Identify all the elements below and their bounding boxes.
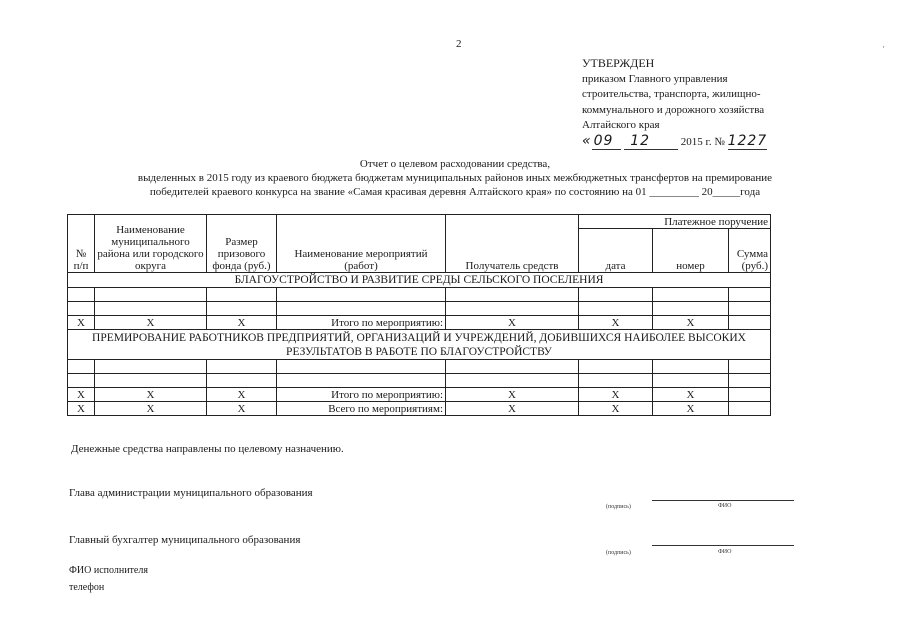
cell[interactable] [446, 360, 579, 374]
approval-line: Алтайского края [582, 119, 660, 131]
cell[interactable] [95, 360, 207, 374]
approval-title: УТВЕРЖДЕН [582, 56, 655, 70]
corner-mark: · [882, 42, 885, 52]
report-title-line: Отчет о целевом расходовании средства, [359, 158, 551, 170]
header-row [68, 215, 771, 229]
date-quote: « [582, 132, 592, 149]
x-mark: X [579, 402, 653, 416]
subtotal-row [68, 316, 771, 330]
cell[interactable] [68, 374, 95, 388]
accountant-signature-label: Главный бухгалтер муниципального образования [69, 534, 301, 546]
cell[interactable] [579, 360, 653, 374]
date-day: 09 [592, 133, 622, 150]
x-mark: X [95, 402, 207, 416]
section-row [68, 273, 771, 288]
subtotal-label: Итого по мероприятию: [277, 388, 446, 402]
cell[interactable] [207, 374, 277, 388]
cell[interactable] [579, 374, 653, 388]
approval-block [582, 56, 802, 150]
approval-date-line [582, 134, 802, 151]
cell[interactable] [729, 302, 771, 316]
table-row [68, 374, 771, 388]
total-label: Всего по мероприятиям: [277, 402, 446, 416]
x-mark: X [653, 402, 729, 416]
cell[interactable] [277, 374, 446, 388]
cell[interactable] [446, 288, 579, 302]
head-fio-line[interactable] [652, 500, 794, 501]
x-mark: X [579, 316, 653, 330]
cell[interactable] [729, 288, 771, 302]
order-number: 1227 [727, 132, 768, 149]
total-row [68, 402, 771, 416]
section-title: БЛАГОУСТРОЙСТВО И РАЗВИТИЕ СРЕДЫ СЕЛЬСКОГО ПОСЕЛЕНИЯ [68, 273, 771, 288]
table-row [68, 360, 771, 374]
cell[interactable] [207, 302, 277, 316]
head-signature-label: Глава администрации муниципального образования [69, 487, 313, 499]
subtotal-row [68, 388, 771, 402]
cell[interactable] [579, 288, 653, 302]
cell[interactable] [653, 288, 729, 302]
phone-label: телефон [69, 582, 105, 593]
x-mark: X [95, 316, 207, 330]
x-mark: X [653, 316, 729, 330]
x-mark: X [95, 388, 207, 402]
date-year: 2015 г. № [680, 135, 725, 148]
header-district: Наименование муниципального района или городского округа [95, 215, 207, 273]
header-payment: Платежное поручение [579, 215, 771, 229]
x-mark: X [446, 388, 579, 402]
section-row [68, 330, 771, 360]
sign-hint: (подпись) [606, 550, 631, 556]
x-mark: X [68, 402, 95, 416]
cell[interactable] [68, 302, 95, 316]
cell[interactable] [277, 302, 446, 316]
cell[interactable] [277, 360, 446, 374]
cell[interactable] [95, 374, 207, 388]
x-mark: X [207, 316, 277, 330]
approval-line: приказом Главного управления [582, 72, 728, 85]
cell[interactable] [653, 302, 729, 316]
cell[interactable] [446, 302, 579, 316]
header-num: № п/п [68, 215, 95, 273]
cell[interactable] [653, 374, 729, 388]
fio-hint: ФИО [718, 503, 732, 509]
footer [69, 562, 148, 596]
page-number: 2 [456, 38, 462, 50]
cell[interactable] [95, 288, 207, 302]
x-mark: X [207, 388, 277, 402]
x-mark: X [446, 402, 579, 416]
report-table [67, 214, 771, 416]
report-title [60, 157, 850, 199]
total-sum[interactable] [729, 402, 771, 416]
header-prize: Размер призового фонда (руб.) [207, 215, 277, 273]
cell[interactable] [68, 360, 95, 374]
fio-hint: ФИО [718, 549, 732, 555]
header-recipient: Получатель средств [446, 215, 579, 273]
x-mark: X [207, 402, 277, 416]
cell[interactable] [653, 360, 729, 374]
accountant-fio-line[interactable] [652, 545, 794, 546]
x-mark: X [446, 316, 579, 330]
x-mark: X [653, 388, 729, 402]
report-title-line: победителей краевого конкурса на звание «Самая красивая деревня Алтайского края» по состоянию на 01 _________ 20_____года [149, 186, 761, 198]
cell[interactable] [579, 302, 653, 316]
cell[interactable] [207, 360, 277, 374]
subtotal-sum[interactable] [729, 316, 771, 330]
approval-line: строительства, транспорта, жилищно- [582, 88, 761, 100]
cell[interactable] [729, 360, 771, 374]
date-month: 12 [624, 133, 678, 150]
cell[interactable] [729, 374, 771, 388]
executor-label: ФИО исполнителя [69, 565, 148, 576]
sign-hint: (подпись) [606, 504, 631, 510]
purpose-note: Денежные средства направлены по целевому назначению. [71, 443, 344, 455]
table-row [68, 302, 771, 316]
header-number: номер [653, 229, 729, 273]
section-title: ПРЕМИРОВАНИЕ РАБОТНИКОВ ПРЕДПРИЯТИЙ, ОРГАНИЗАЦИЙ И УЧРЕЖДЕНИЙ, ДОБИВШИХСЯ НАИБОЛЕЕ ВЫСОКИХ РЕЗУЛЬТАТОВ В РАБОТЕ ПО БЛАГОУСТРОЙСТВУ [68, 330, 771, 360]
approval-line: коммунального и дорожного хозяйства [582, 103, 765, 116]
cell[interactable] [207, 288, 277, 302]
header-event: Наименование мероприятий (работ) [277, 215, 446, 273]
header-date: дата [579, 229, 653, 273]
x-mark: X [68, 388, 95, 402]
report-title-line: выделенных в 2015 году из краевого бюджета бюджетам муниципальных районов иных межбюджетных трансфертов на премирование [137, 172, 773, 184]
subtotal-sum[interactable] [729, 388, 771, 402]
cell[interactable] [95, 302, 207, 316]
x-mark: X [68, 316, 95, 330]
cell[interactable] [68, 288, 95, 302]
x-mark: X [579, 388, 653, 402]
table-row [68, 288, 771, 302]
subtotal-label: Итого по мероприятию: [277, 316, 446, 330]
cell[interactable] [446, 374, 579, 388]
header-sum: Сумма (руб.) [729, 229, 771, 273]
cell[interactable] [277, 288, 446, 302]
